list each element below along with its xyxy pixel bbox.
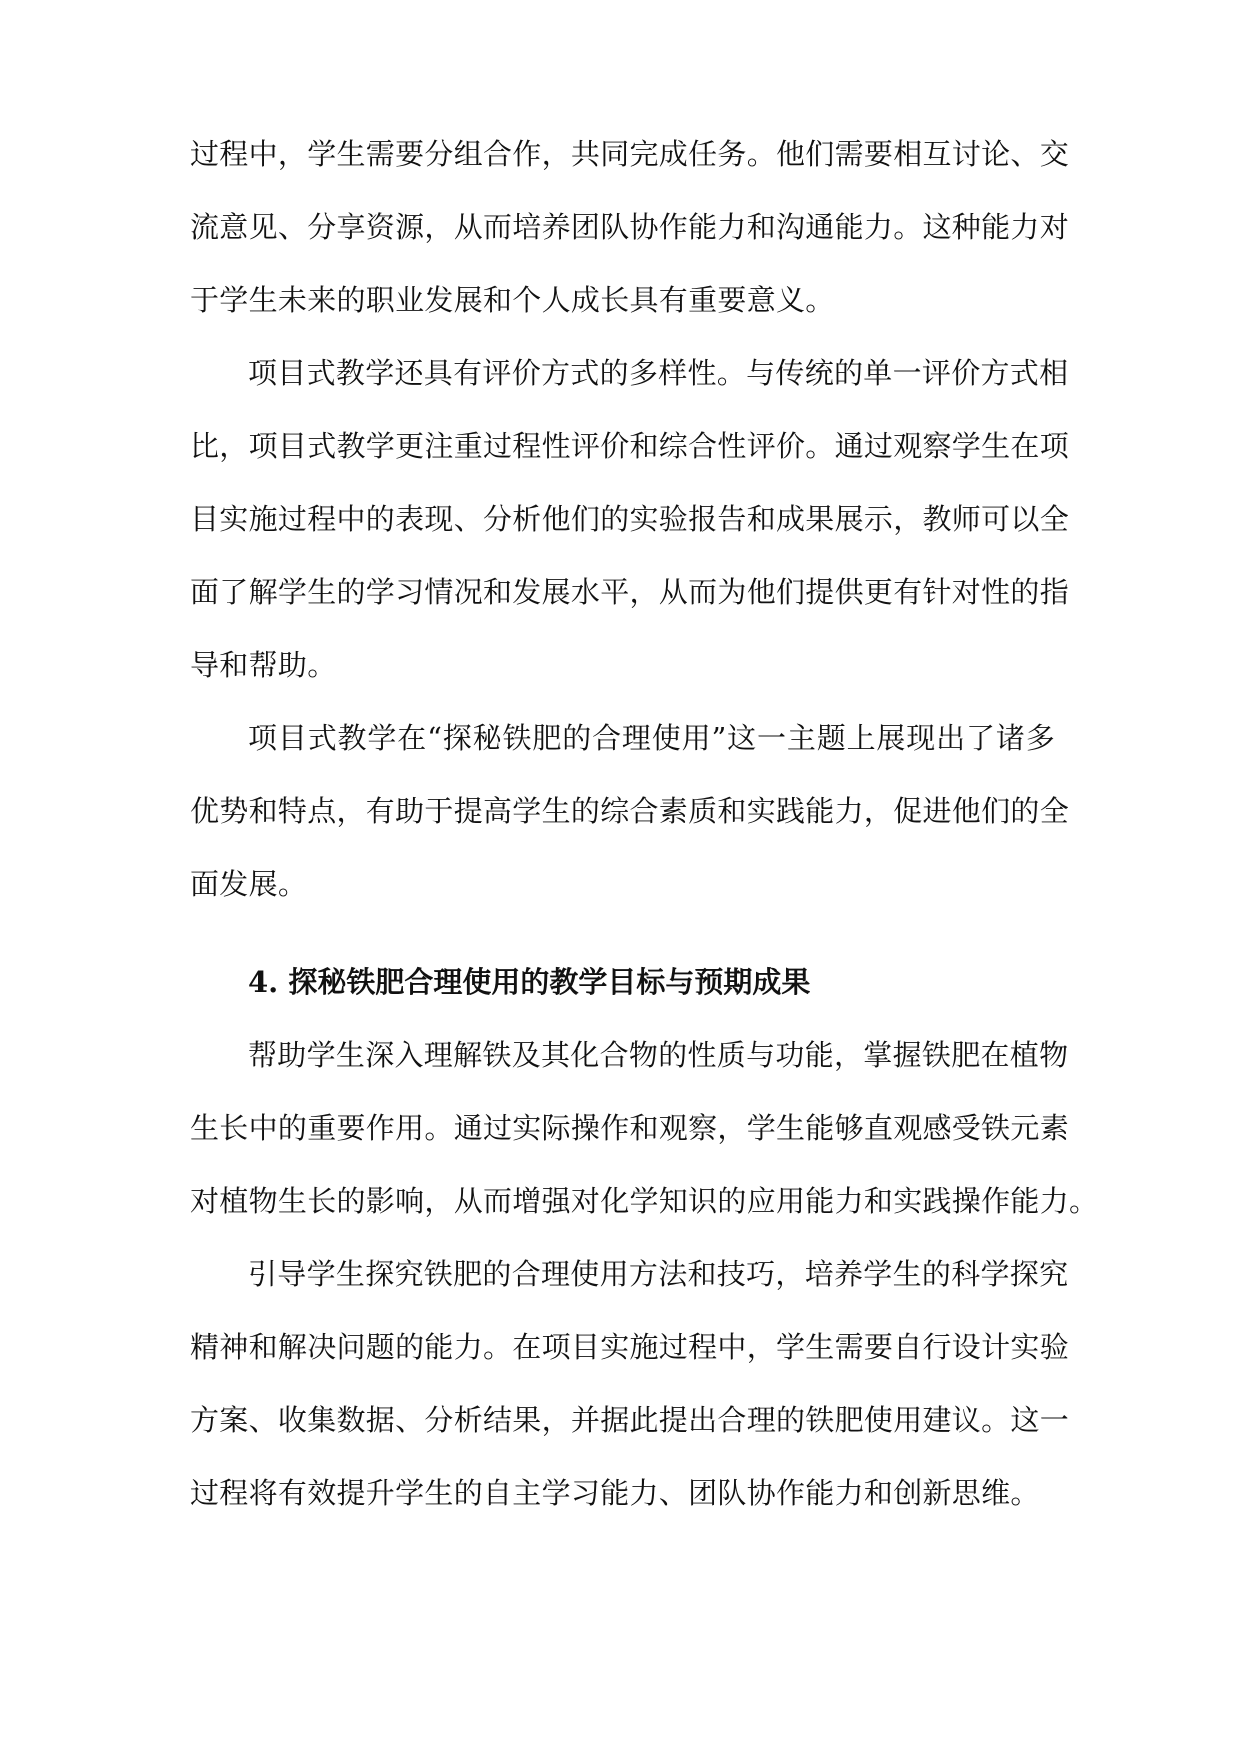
section-paragraph-1-line-2: 生长中的重要作用。通过实际操作和观察，学生能够直观感受铁元素 bbox=[190, 1111, 1070, 1145]
paragraph-1-line-2: 流意见、分享资源，从而培养团队协作能力和沟通能力。这种能力对 bbox=[190, 210, 1070, 244]
paragraph-2-line-2: 比，项目式教学更注重过程性评价和综合性评价。通过观察学生在项 bbox=[190, 429, 1070, 463]
paragraph-2-line-4: 面了解学生的学习情况和发展水平，从而为他们提供更有针对性的指 bbox=[190, 575, 1070, 609]
paragraph-3-line-2: 优势和特点，有助于提高学生的综合素质和实践能力，促进他们的全 bbox=[190, 794, 1070, 828]
paragraph-2-line-1: 项目式教学还具有评价方式的多样性。与传统的单一评价方式相 bbox=[248, 356, 1069, 390]
paragraph-1-line-1: 过程中，学生需要分组合作，共同完成任务。他们需要相互讨论、交 bbox=[190, 137, 1070, 171]
paragraph-1-line-3: 于学生未来的职业发展和个人成长具有重要意义。 bbox=[190, 283, 835, 317]
paragraph-3-line-1: 项目式教学在“探秘铁肥的合理使用”这一主题上展现出了诸多 bbox=[248, 721, 1055, 755]
section-paragraph-1-line-3: 对植物生长的影响，从而增强对化学知识的应用能力和实践操作能力。 bbox=[190, 1184, 1099, 1218]
section-paragraph-2-line-3: 方案、收集数据、分析结果，并据此提出合理的铁肥使用建议。这一 bbox=[190, 1403, 1070, 1437]
section-paragraph-1-line-1: 帮助学生深入理解铁及其化合物的性质与功能，掌握铁肥在植物 bbox=[248, 1038, 1069, 1072]
section-heading: 4. 探秘铁肥合理使用的教学目标与预期成果 bbox=[248, 965, 811, 999]
paragraph-2-line-3: 目实施过程中的表现、分析他们的实验报告和成果展示，教师可以全 bbox=[190, 502, 1070, 536]
section-paragraph-2-line-4: 过程将有效提升学生的自主学习能力、团队协作能力和创新思维。 bbox=[190, 1476, 1040, 1510]
paragraph-2-line-5: 导和帮助。 bbox=[190, 648, 337, 682]
section-paragraph-2-line-1: 引导学生探究铁肥的合理使用方法和技巧，培养学生的科学探究 bbox=[248, 1257, 1069, 1291]
paragraph-3-line-3: 面发展。 bbox=[190, 867, 308, 901]
section-paragraph-2-line-2: 精神和解决问题的能力。在项目实施过程中，学生需要自行设计实验 bbox=[190, 1330, 1070, 1364]
